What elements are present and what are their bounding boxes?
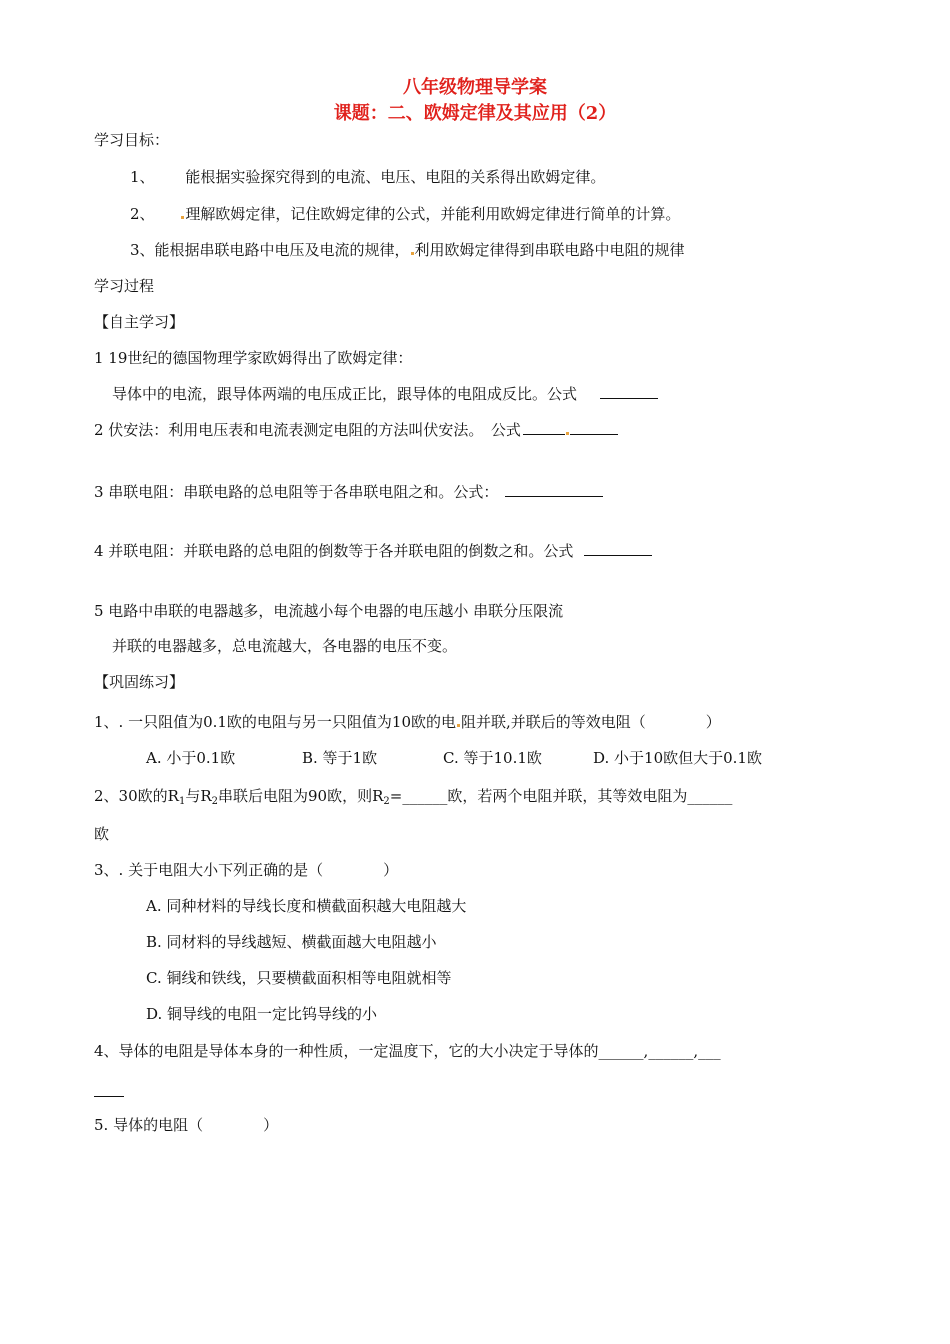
self-study-item-1-line-2 bbox=[112, 383, 658, 404]
document-subtitle: 课题：二、欧姆定律及其应用（2） bbox=[333, 103, 617, 124]
formula-blank[interactable] bbox=[523, 419, 565, 435]
highlight-mark bbox=[566, 432, 569, 435]
self-study-item-4 bbox=[94, 540, 652, 561]
question-text: =______欧，若两个电阻并联，其等效电阻为______ bbox=[389, 787, 733, 805]
question-3-option-a: A. 同种材料的导线长度和横截面积越大电阻越大 bbox=[146, 897, 467, 915]
process-heading: 学习过程 bbox=[94, 277, 155, 295]
goal-number: 1、 bbox=[130, 168, 155, 186]
question-text: 串联后电阻为90欧，则R bbox=[217, 787, 384, 805]
document-title: 八年级物理导学案 bbox=[403, 77, 547, 98]
question-1-stem bbox=[94, 712, 721, 732]
question-text: 1、. 一只阻值为0.1欧的电阻与另一只阻值为10欧的电 bbox=[94, 713, 457, 731]
self-study-item-5-line-1: 5 电路中串联的电器越多，电流越小每个电器的电压越小 串联分压限流 bbox=[94, 602, 564, 620]
self-study-item-2 bbox=[94, 419, 618, 440]
goal-item-1 bbox=[130, 167, 605, 187]
question-text: 阻并联,并联后的等效电阻（ ） bbox=[461, 713, 721, 731]
question-3-option-b: B. 同材料的导线越短、横截面越大电阻越小 bbox=[146, 933, 437, 951]
self-study-text: 3 串联电阻：串联电路的总电阻等于各串联电阻之和。公式： bbox=[94, 483, 499, 501]
self-study-text: 2 伏安法：利用电压表和电流表测定电阻的方法叫伏安法。 公式 bbox=[94, 421, 521, 439]
question-5-stem: 5. 导体的电阻（ ） bbox=[94, 1116, 279, 1134]
self-study-heading: 【自主学习】 bbox=[94, 313, 185, 331]
question-1-option-d: D. 小于10欧但大于0.1欧 bbox=[593, 749, 762, 767]
highlight-mark bbox=[181, 216, 184, 219]
question-1-option-a: A. 小于0.1欧 bbox=[146, 749, 236, 767]
question-4-stem: 4、导体的电阻是导体本身的一种性质，一定温度下，它的大小决定于导体的______,______,___ bbox=[94, 1042, 721, 1060]
self-study-text: 4 并联电阻：并联电路的总电阻的倒数等于各并联电阻的倒数之和。公式 bbox=[94, 542, 574, 560]
subscript: 2 bbox=[211, 796, 218, 807]
goal-text-a: 3、能根据串联电路中电压及电流的规律， bbox=[130, 241, 410, 259]
formula-blank[interactable] bbox=[570, 419, 618, 435]
question-3-stem: 3、. 关于电阻大小下列正确的是（ ） bbox=[94, 861, 399, 879]
goal-text: 能根据实验探究得到的电流、电压、电阻的关系得出欧姆定律。 bbox=[185, 168, 606, 186]
formula-blank[interactable] bbox=[600, 383, 658, 399]
goal-text-b: 利用欧姆定律得到串联电路中电阻的规律 bbox=[414, 241, 685, 259]
answer-blank-continuation[interactable] bbox=[94, 1096, 124, 1097]
question-1-option-b: B. 等于1欧 bbox=[302, 749, 378, 767]
self-study-item-5-line-2: 并联的电器越多，总电流越大，各电器的电压不变。 bbox=[112, 637, 458, 655]
subscript: 1 bbox=[178, 796, 186, 807]
question-2-stem bbox=[94, 786, 732, 806]
subscript: 2 bbox=[383, 796, 390, 807]
practice-heading: 【巩固练习】 bbox=[94, 673, 185, 691]
highlight-mark bbox=[457, 724, 460, 727]
highlight-mark bbox=[411, 252, 414, 255]
goal-text: 理解欧姆定律，记住欧姆定律的公式，并能利用欧姆定律进行简单的计算。 bbox=[185, 205, 681, 223]
question-2-line-2: 欧 bbox=[94, 825, 110, 843]
question-3-option-d: D. 铜导线的电阻一定比钨导线的小 bbox=[146, 1005, 378, 1023]
self-study-item-1-line-1: 1 19世纪的德国物理学家欧姆得出了欧姆定律： bbox=[94, 349, 413, 367]
question-text: 2、30欧的R bbox=[94, 787, 179, 805]
question-3-option-c: C. 铜线和铁线，只要横截面积相等电阻就相等 bbox=[146, 969, 452, 987]
formula-blank[interactable] bbox=[505, 481, 603, 497]
goal-item-2 bbox=[130, 204, 680, 224]
goal-number: 2、 bbox=[130, 205, 155, 223]
formula-blank[interactable] bbox=[584, 540, 652, 556]
goal-item-3 bbox=[130, 240, 685, 260]
self-study-text: 导体中的电流，跟导体两端的电压成正比，跟导体的电阻成反比。公式 bbox=[112, 385, 578, 403]
goals-heading: 学习目标： bbox=[94, 131, 170, 149]
question-1-option-c: C. 等于10.1欧 bbox=[443, 749, 542, 767]
self-study-item-3 bbox=[94, 481, 603, 502]
question-text: 与R bbox=[185, 787, 212, 805]
